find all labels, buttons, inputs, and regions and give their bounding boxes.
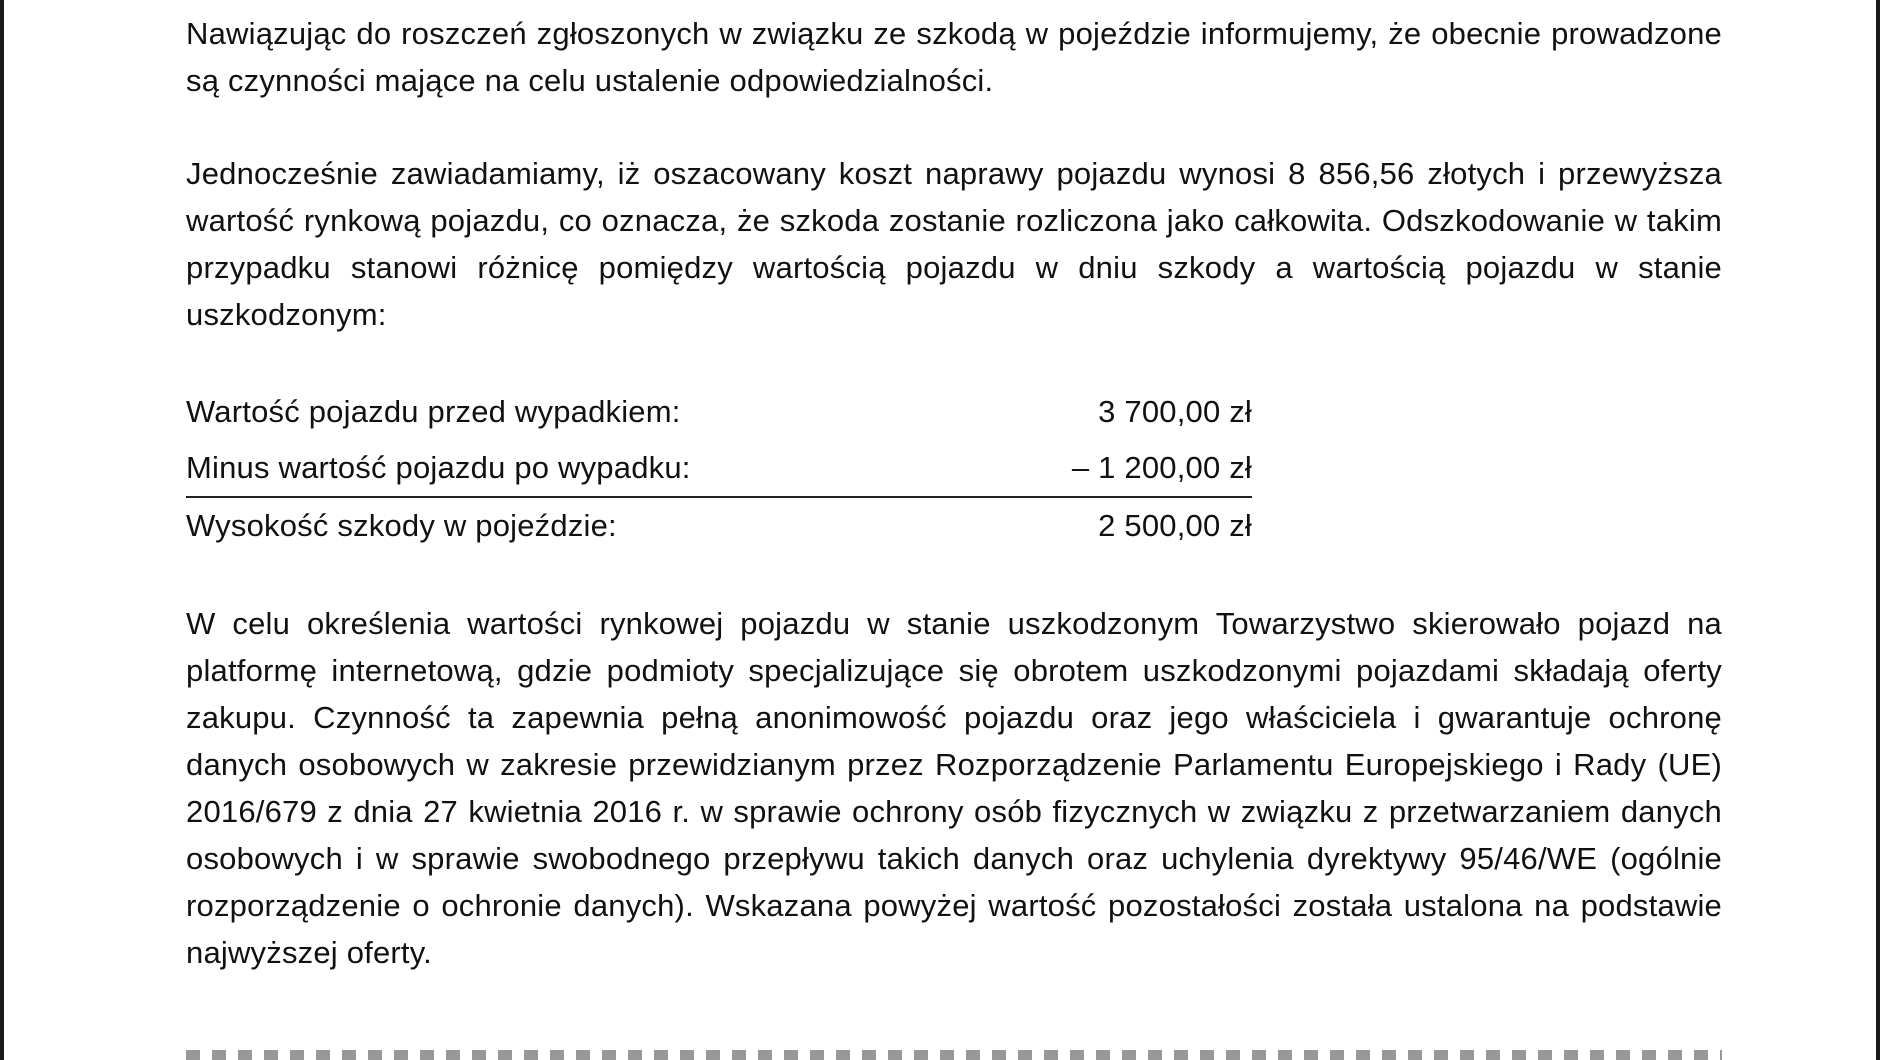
next-line-cut-off [186, 1050, 1722, 1060]
damage-calculation-table [186, 384, 1252, 554]
calc-value: 3 700,00 zł [1098, 394, 1252, 429]
letter-body [186, 10, 1722, 1022]
calc-label: Wartość pojazdu przed wypadkiem: [186, 394, 681, 429]
paragraph-claim-status: Nawiązując do roszczeń zgłoszonych w związku ze szkodą w pojeździe informujemy, że obecnie prowadzone są czynności mające na celu ustalenie odpowiedzialności. [186, 16, 1722, 98]
paragraph-market-valuation: W celu określenia wartości rynkowej pojazdu w stanie uszkodzonym Towarzystwo skierowało pojazd na platformę internetową, gdzie podmioty specjalizujące się obrotem uszkodzonymi pojazdami składają oferty zakupu. Czynność ta zapewnia pełną anonimowość pojazdu oraz jego właściciela i gwarantuje ochronę danych osobowych w zakresie przewidzianym przez Rozporządzenie Parlamentu Europejskiego i Rady (UE) 2016/679 z dnia 27 kwietnia 2016 r. w sprawie ochrony osób fizycznych w związku z przetwarzaniem danych osobowych i w sprawie swobodnego przepływu takich danych oraz uchylenia dyrektywy 95/46/WE (ogólnie rozporządzenie o ochronie danych). Wskazana powyżej wartość pozostałości została ustalona na podstawie najwyższej oferty. [186, 606, 1722, 970]
calc-row-value-before [186, 384, 1252, 440]
page-left-border [0, 0, 4, 1060]
calc-total-value: 2 500,00 zł [1098, 508, 1252, 543]
calc-row-total [186, 496, 1252, 554]
page-right-border [1876, 0, 1880, 1060]
calc-total-label: Wysokość szkody w pojeździe: [186, 508, 617, 543]
calc-row-value-after [186, 440, 1252, 496]
calc-label: Minus wartość pojazdu po wypadku: [186, 450, 691, 485]
calc-value: – 1 200,00 zł [1071, 450, 1252, 485]
paragraph-repair-cost: Jednocześnie zawiadamiamy, iż oszacowany koszt naprawy pojazdu wynosi 8 856,56 złotych i przewyższa wartość rynkową pojazdu, co oznacza, że szkoda zostanie rozliczona jako całkowita. Odszkodowanie w takim przypadku stanowi różnicę pomiędzy wartością pojazdu w dniu szkody a wartością pojazdu w stanie uszkodzonym: [186, 156, 1722, 332]
